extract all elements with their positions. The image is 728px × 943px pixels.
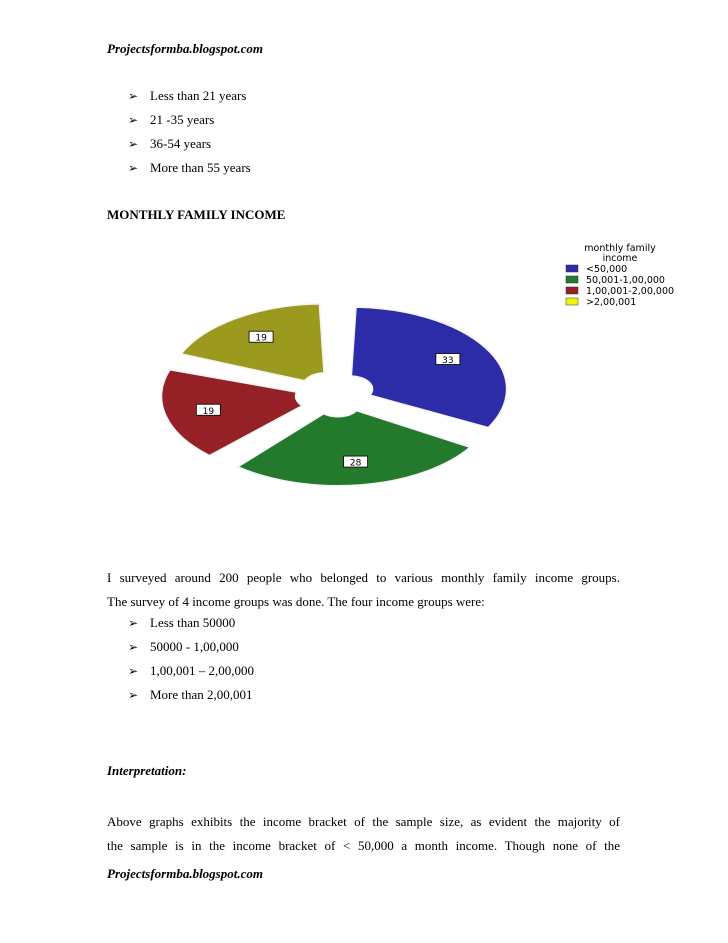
slice-value-label xyxy=(249,331,273,344)
chart-legend xyxy=(566,243,674,308)
income-group-list xyxy=(128,613,254,709)
survey-paragraph xyxy=(107,566,620,614)
slice-value-label xyxy=(436,354,460,367)
interpretation-title: Interpretation: xyxy=(107,763,187,778)
list-item-label: 36-54 years xyxy=(150,136,212,151)
age-group-list xyxy=(128,86,251,182)
legend-label: 50,001-1,00,000 xyxy=(586,275,665,286)
slice-value-text: 19 xyxy=(255,333,267,344)
legend-title: monthly family xyxy=(584,243,656,254)
list-item xyxy=(128,661,254,685)
list-item-label: Less than 50000 xyxy=(150,615,236,630)
list-item-label: Less than 21 years xyxy=(150,88,247,103)
income-pie-chart xyxy=(100,235,710,535)
pie-slices xyxy=(162,304,507,486)
arrow-bullet-icon: ➢ xyxy=(128,113,139,127)
slice-value-text: 28 xyxy=(349,458,362,469)
legend-swatch xyxy=(566,276,578,283)
paragraph-line: Above graphs exhibits the income bracket of the sample size, as evident the majority of xyxy=(107,814,620,829)
slice-value-label xyxy=(344,456,368,469)
list-item xyxy=(128,613,254,637)
section-heading: MONTHLY FAMILY INCOME xyxy=(107,207,286,222)
paragraph-line: I surveyed around 200 people who belonged to various monthly family income groups. xyxy=(107,570,620,585)
list-item xyxy=(128,685,254,709)
legend-title: income xyxy=(602,253,638,264)
arrow-bullet-icon: ➢ xyxy=(128,137,139,151)
pie-slice xyxy=(351,307,506,427)
legend-swatch xyxy=(566,298,578,305)
page-header: Projectsformba.blogspot.com xyxy=(107,41,263,56)
list-item xyxy=(128,158,251,182)
list-item xyxy=(128,110,251,134)
legend-label: <50,000 xyxy=(586,264,628,275)
slice-value-text: 33 xyxy=(442,356,454,367)
arrow-bullet-icon: ➢ xyxy=(128,640,139,654)
legend-swatch xyxy=(566,265,578,272)
list-item-label: 21 -35 years xyxy=(150,112,215,127)
arrow-bullet-icon: ➢ xyxy=(128,161,139,175)
page-footer: Projectsformba.blogspot.com xyxy=(107,866,263,881)
legend-label: 1,00,001-2,00,000 xyxy=(586,286,675,297)
slice-value-label xyxy=(196,404,220,417)
legend-label: >2,00,001 xyxy=(586,297,637,308)
arrow-bullet-icon: ➢ xyxy=(128,688,139,702)
list-item xyxy=(128,637,254,661)
list-item-label: More than 2,00,001 xyxy=(150,687,253,702)
arrow-bullet-icon: ➢ xyxy=(128,89,139,103)
list-item-label: More than 55 years xyxy=(150,160,251,175)
arrow-bullet-icon: ➢ xyxy=(128,616,139,630)
interpretation-paragraph xyxy=(107,810,620,858)
legend-swatch xyxy=(566,287,578,294)
list-item-label: 1,00,001 – 2,00,000 xyxy=(150,663,254,678)
slice-value-text: 19 xyxy=(202,406,215,417)
paragraph-line: The survey of 4 income groups was done. The four income groups were: xyxy=(107,594,485,609)
list-item-label: 50000 - 1,00,000 xyxy=(150,639,239,654)
list-item xyxy=(128,134,251,158)
paragraph-line: the sample is in the income bracket of < 50,000 a month income. Though none of the xyxy=(107,838,620,853)
arrow-bullet-icon: ➢ xyxy=(128,664,139,678)
list-item xyxy=(128,86,251,110)
